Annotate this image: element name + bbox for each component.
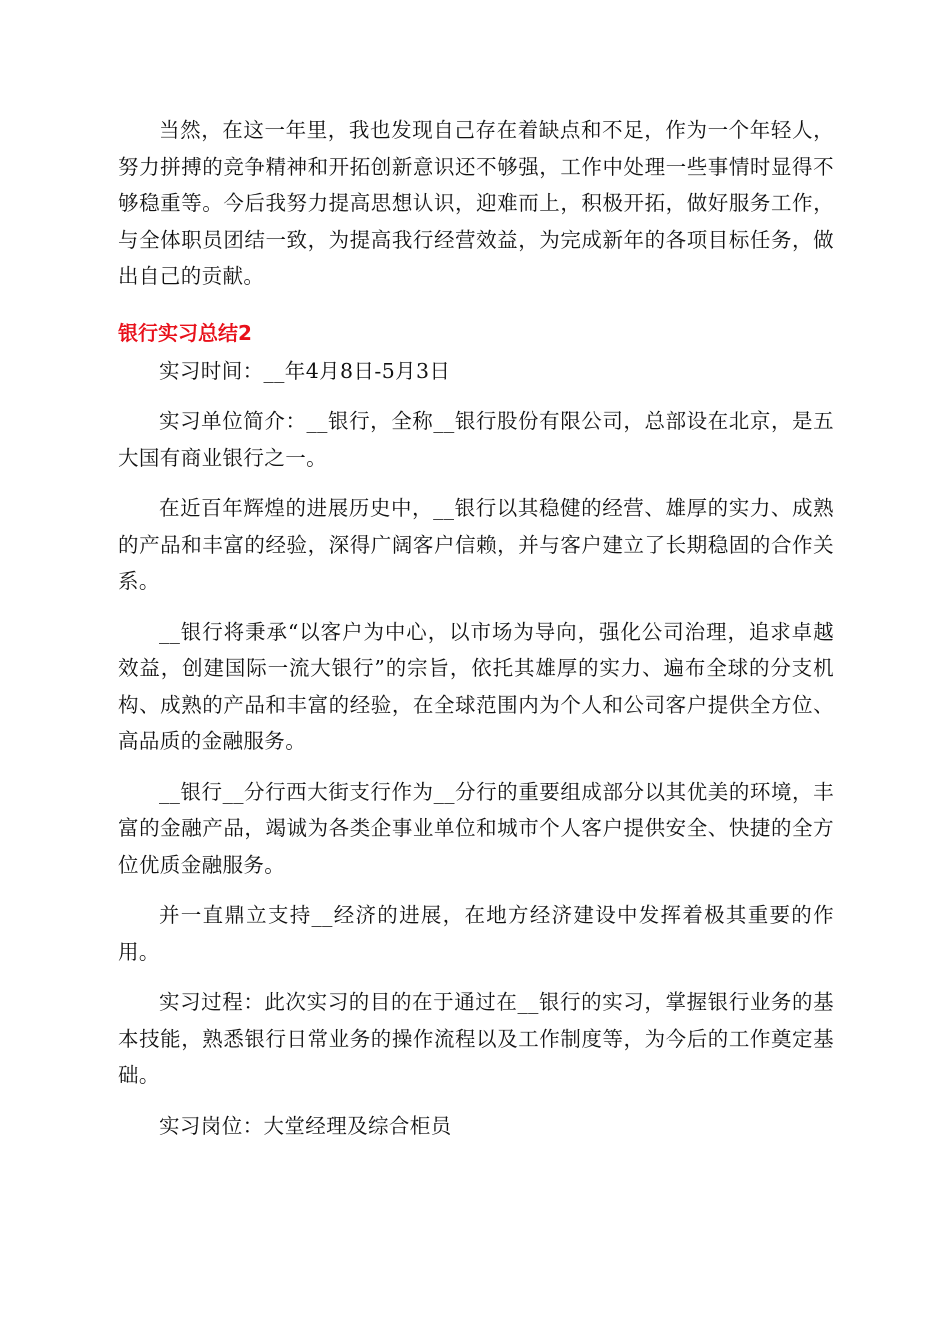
section-heading: 银行实习总结2 bbox=[118, 320, 252, 345]
paragraph-unit-intro: 实习单位简介：__银行，全称__银行股份有限公司，总部设在北京，是五大国有商业银行之一。 bbox=[118, 409, 834, 470]
paragraph-branch: __银行__分行西大街支行作为__分行的重要组成部分以其优美的环境，丰富的金融产品，竭诚为各类企事业单位和城市个人客户提供安全、快捷的全方位优质金融服务。 bbox=[118, 779, 834, 877]
paragraph-history: 在近百年辉煌的进展历史中，__银行以其稳健的经营、雄厚的实力、成熟的产品和丰富的经验，深得广阔客户信赖，并与客户建立了长期稳固的合作关系。 bbox=[118, 496, 834, 593]
paragraph-mission: __银行将秉承“以客户为中心，以市场为导向，强化公司治理，追求卓越效益，创建国际一流大银行”的宗旨，依托其雄厚的实力、遍布全球的分支机构、成熟的产品和丰富的经验，在全球范围内为个人和公司客户提供全方位、高品质的金融服务。 bbox=[118, 619, 834, 753]
paragraph-internship-process: 实习过程：此次实习的目的在于通过在__银行的实习，掌握银行业务的基本技能，熟悉银行日常业务的操作流程以及工作制度等，为今后的工作奠定基础。 bbox=[118, 990, 834, 1087]
paragraph-self-reflection: 当然，在这一年里，我也发现自己存在着缺点和不足，作为一个年轻人，努力拼搏的竞争精神和开拓创新意识还不够强，工作中处理一些事情时显得不够稳重等。今后我努力提高思想认识，迎难而上，积极开拓，做好服务工作，与全体职员团结一致，为提高我行经营效益，为完成新年的各项目标任务，做出自己的贡献。 bbox=[118, 118, 834, 288]
paragraph-internship-time: 实习时间：__年4月8日-5月3日 bbox=[159, 358, 451, 383]
document-page bbox=[118, 112, 834, 1144]
paragraph-internship-position: 实习岗位：大堂经理及综合柜员 bbox=[159, 1113, 452, 1138]
paragraph-economy-support: 并一直鼎立支持__经济的进展，在地方经济建设中发挥着极其重要的作用。 bbox=[118, 903, 834, 964]
